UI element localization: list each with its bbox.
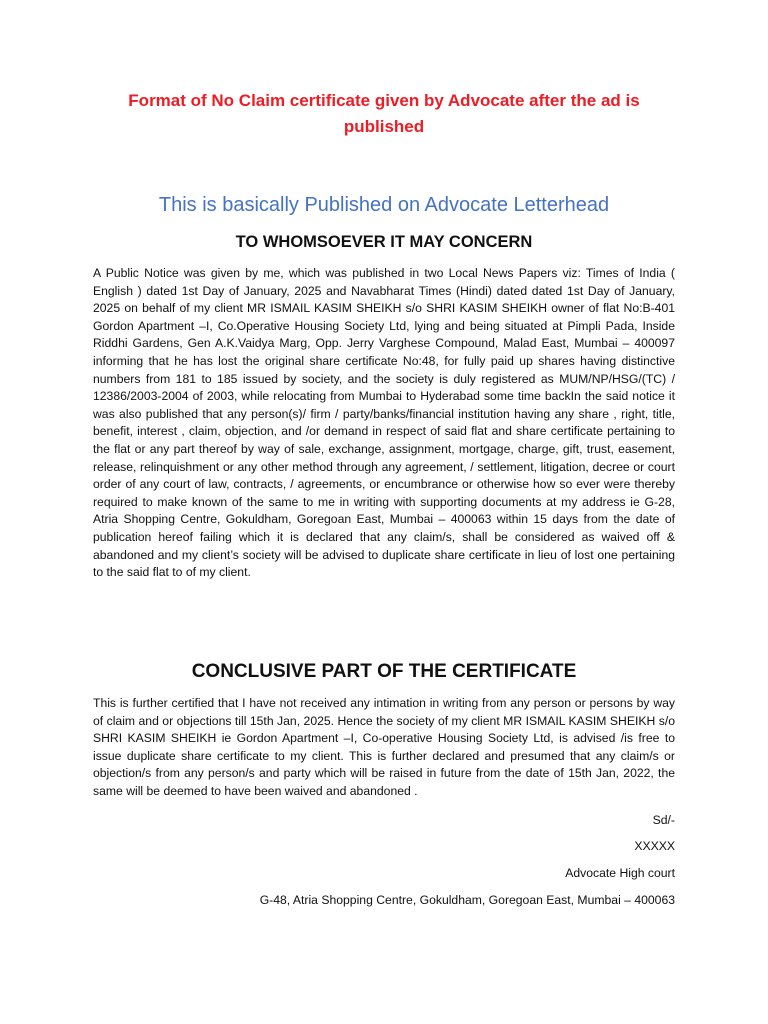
signature-address: G-48, Atria Shopping Centre, Gokuldham, Goregoan East, Mumbai – 400063 xyxy=(259,893,675,907)
signature-designation: Advocate High court xyxy=(565,866,675,880)
conclusive-paragraph: This is further certified that I have not received any intimation in writing from any person or persons by way of claim and or objections till 15th Jan, 2025. Hence the society of my client MR ISMAIL KASIM SHEIKH s/o SHRI KASIM SHEIKH ie Gordon Apartment –I, Co-operative Housing Society Ltd, is advised /is free to issue duplicate share certificate to my client. This is further declared and presumed that any claim/s or objection/s from any person/s and party which will be raised in future from the date of 15th Jan, 2022, the same will be deemed to have been waived and abandoned . xyxy=(93,696,675,798)
format-title: Format of No Claim certificate given by Advocate after the ad is published xyxy=(128,91,640,136)
signature-name: XXXXX xyxy=(634,839,675,853)
heading-to-whomsoever: TO WHOMSOEVER IT MAY CONCERN xyxy=(235,233,533,251)
signature-sd: Sd/- xyxy=(652,813,675,827)
public-notice-paragraph: A Public Notice was given by me, which was published in two Local News Papers viz: Times of India ( English ) dated 1st Day of January, 2025 and Navabharat Times (Hindi) dated dated 1st Day of January, 2025 on behalf of my client MR ISMAIL KASIM SHEIKH s/o SHRI KASIM SHEIKH owner of flat No:B-401 Gordon Apartment –I, Co.Operative Housing Society Ltd, lying and being situated at Pimpli Pada, Inside Riddhi Gardens, Gen A.K.Vaidya Marg, Opp. Jerry Varghese Compound, Malad East, Mumbai – 400097 informing that he has lost the original share certificate No:48, for fully paid up shares having distinctive numbers from 181 to 185 issued by society, and the society is duly registered as MUM/NP/HSG/(TC) / 12386/2003-2004 of 2003, while relocating from Mumbai to Hyderabad some time backIn the said notice it was also published that any person(s)/ firm / party/banks/financial institution having any share , right, title, benefit, interest , claim, objection, and /or demand in respect of said flat and share certificate pertaining to the flat or any part thereof by way of sale, exchange, assignment, mortgage, charge, gift, trust, easement, release, relinquishment or any other method through any agreement, / settlement, litigation, decree or court order of any court of law, contracts, / agreements, or encumbrance or otherwise how so ever were thereby required to make known of the same to me in writing with supporting documents at my address ie G-28, Atria Shopping Centre, Gokuldham, Goregoan East, Mumbai – 400063 within 15 days from the date of publication hereof failing which it is declared that any claim/s, shall be considered as waived off & abandoned and my client’s society will be advised to duplicate share certificate in lieu of lost one pertaining to the said flat to of my client. xyxy=(93,266,675,580)
letterhead-note: This is basically Published on Advocate Letterhead xyxy=(158,194,610,216)
heading-conclusive-part: CONCLUSIVE PART OF THE CERTIFICATE xyxy=(191,661,577,682)
